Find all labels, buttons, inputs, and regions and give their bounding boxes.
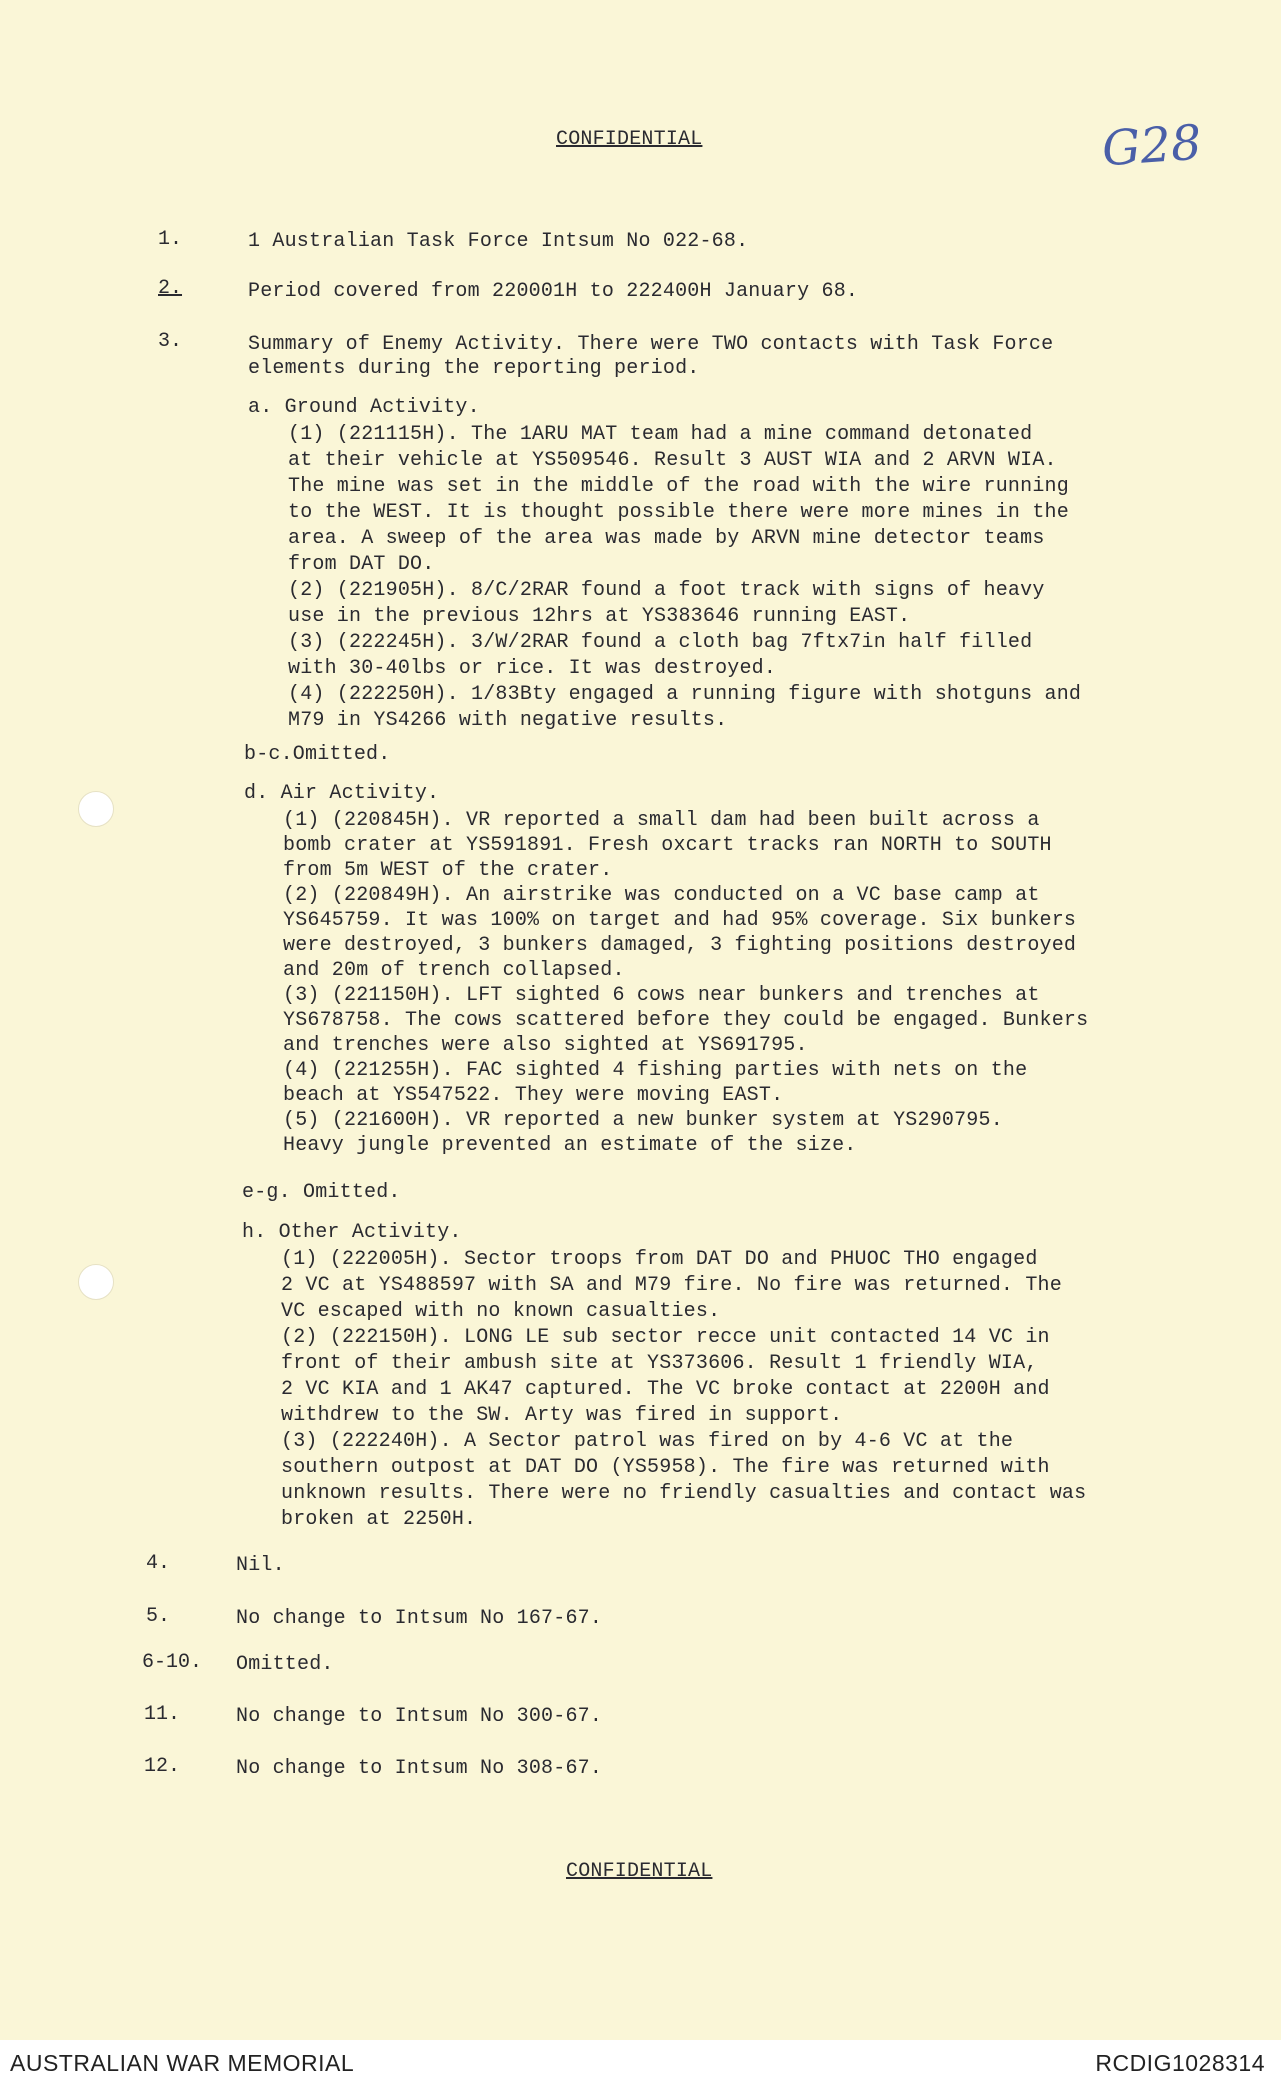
air-entry-line: (3) (221150H). LFT sighted 6 cows near bunkers and trenches at [283,984,1040,1007]
other-entry-line: (2) (222150H). LONG LE sub sector recce unit contacted 14 VC in [281,1326,1050,1349]
item-text: No change to Intsum No 308-67. [236,1757,603,1780]
catalogue-id: RCDIG1028314 [1095,2050,1265,2076]
air-entry-line: and 20m of trench collapsed. [283,959,625,982]
air-entry-line: (4) (221255H). FAC sighted 4 fishing parties with nets on the [283,1059,1028,1082]
handwritten-reference: G28 [1100,114,1204,178]
other-entry-line: withdrew to the SW. Arty was fired in support. [281,1404,843,1427]
ground-entry-line: (3) (222245H). 3/W/2RAR found a cloth bag 7ftx7in half filled [288,631,1033,654]
item-text: Omitted. [236,1653,334,1676]
ground-entry-line: with 30-40lbs or rice. It was destroyed. [288,657,777,680]
other-entry-line: unknown results. There were no friendly casualties and contact was [281,1482,1087,1505]
air-entry-line: from 5m WEST of the crater. [283,859,613,882]
item-number: 3. [158,330,183,353]
air-entry-line: and trenches were also sighted at YS691795. [283,1034,808,1057]
other-entry-line: (3) (222240H). A Sector patrol was fired on by 4-6 VC at the [281,1430,1014,1453]
air-entry-line: YS645759. It was 100% on target and had 95% coverage. Six bunkers [283,909,1077,932]
air-entry-line: Heavy jungle prevented an estimate of the size. [283,1134,857,1157]
other-entry-line: front of their ambush site at YS373606. Result 1 friendly WIA, [281,1352,1038,1375]
air-entry-line: (1) (220845H). VR reported a small dam had been built across a [283,809,1040,832]
item-number: 4. [146,1552,171,1575]
punch-hole-bottom [78,1264,114,1300]
other-entry-line: (1) (222005H). Sector troops from DAT DO and PHUOC THO engaged [281,1248,1038,1271]
item-number: 6-10. [142,1651,203,1674]
other-entry-line: 2 VC at YS488597 with SA and M79 fire. No fire was returned. The [281,1274,1062,1297]
ground-entry-line: (1) (221115H). The 1ARU MAT team had a mine command detonated [288,423,1033,446]
section-heading-other: h. Other Activity. [242,1221,462,1244]
other-entry-line: 2 VC KIA and 1 AK47 captured. The VC broke contact at 2200H and [281,1378,1050,1401]
air-entry-line: beach at YS547522. They were moving EAST. [283,1084,784,1107]
ground-entry-line: area. A sweep of the area was made by ARVN mine detector teams [288,527,1045,550]
air-entry-line: were destroyed, 3 bunkers damaged, 3 fighting positions destroyed [283,934,1077,957]
item-number: 12. [144,1755,181,1778]
item-text: Summary of Enemy Activity. There were TWO contacts with Task Force [248,333,1054,356]
air-entry-line: (5) (221600H). VR reported a new bunker system at YS290795. [283,1109,1003,1132]
item-text: 1 Australian Task Force Intsum No 022-68. [248,230,749,253]
item-number: 11. [144,1703,181,1726]
item-text: Period covered from 220001H to 222400H January 68. [248,280,859,303]
air-entry-line: bomb crater at YS591891. Fresh oxcart tracks ran NORTH to SOUTH [283,834,1052,857]
item-number: 2. [158,277,183,300]
item-text: elements during the reporting period. [248,357,700,380]
section-heading-air: d. Air Activity. [244,782,440,805]
other-entry-line: southern outpost at DAT DO (YS5958). The fire was returned with [281,1456,1050,1479]
other-entry-line: VC escaped with no known casualties. [281,1300,721,1323]
ground-entry-line: use in the previous 12hrs at YS383646 running EAST. [288,605,911,628]
item-number: 1. [158,228,183,251]
punch-hole-top [78,791,114,827]
air-entry-line: (2) (220849H). An airstrike was conducted on a VC base camp at [283,884,1040,907]
ground-entry-line: (2) (221905H). 8/C/2RAR found a foot track with signs of heavy [288,579,1045,602]
air-entry-line: YS678758. The cows scattered before they could be engaged. Bunkers [283,1009,1089,1032]
omitted-b-c: b-c.Omitted. [244,743,391,766]
item-text: Nil. [236,1554,285,1577]
ground-entry-line: to the WEST. It is thought possible there were more mines in the [288,501,1069,524]
item-text: No change to Intsum No 167-67. [236,1607,603,1630]
ground-entry-line: The mine was set in the middle of the road with the wire running [288,475,1069,498]
ground-entry-line: from DAT DO. [288,553,435,576]
ground-entry-line: M79 in YS4266 with negative results. [288,709,728,732]
institution-name: AUSTRALIAN WAR MEMORIAL [10,2050,355,2076]
section-heading-ground: a. Ground Activity. [248,396,480,419]
item-text: No change to Intsum No 300-67. [236,1705,603,1728]
item-number: 5. [146,1605,171,1628]
ground-entry-line: at their vehicle at YS509546. Result 3 AUST WIA and 2 ARVN WIA. [288,449,1057,472]
header-classification: CONFIDENTIAL [556,128,703,151]
omitted-e-g: e-g. Omitted. [242,1181,401,1204]
other-entry-line: broken at 2250H. [281,1508,477,1531]
footer-classification: CONFIDENTIAL [566,1860,713,1883]
archive-footer [0,2040,1281,2082]
ground-entry-line: (4) (222250H). 1/83Bty engaged a running figure with shotguns and [288,683,1082,706]
